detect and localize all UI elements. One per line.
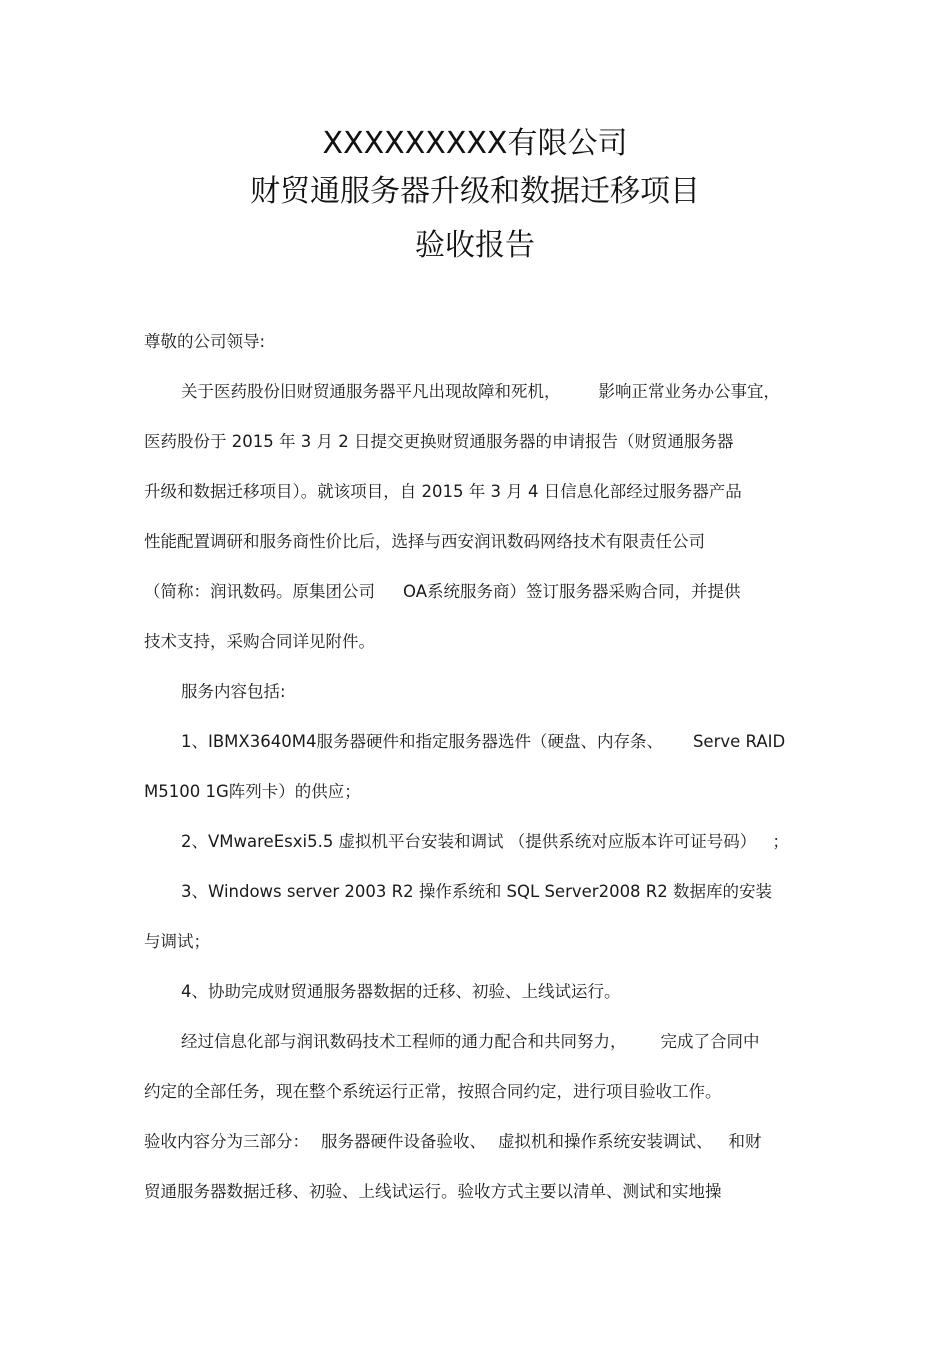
paragraph-4-line-1-part-d: 和财 (728, 1132, 762, 1151)
item-1-line-1 (181, 731, 785, 753)
salutation: 尊敬的公司领导: (144, 332, 266, 351)
item-3-line-1: 3、Windows server 2003 R2 操作系统和 SQL Server2008 R2 数据库的安装 (181, 882, 773, 901)
paragraph-4-line-1-part-b: 服务器硬件设备验收、 (321, 1132, 486, 1151)
item-2-part-b: ； (772, 832, 789, 851)
paragraph-4-line-1-part-a: 验收内容分为三部分： (144, 1132, 309, 1151)
item-1-line-1-part-a: 1、IBMX3640M4服务器硬件和指定服务器选件（硬盘、内存条、 (181, 732, 663, 751)
paragraph-1-line-6: 技术支持，采购合同详见附件。 (144, 632, 375, 651)
paragraph-3-line-2: 约定的全部任务，现在整个系统运行正常，按照合同约定，进行项目验收工作。 (144, 1082, 722, 1101)
paragraph-3-line-1-part-a: 经过信息化部与润讯数码技术工程师的通力配合和共同努力， (181, 1032, 627, 1051)
paragraph-3-line-1 (181, 1031, 760, 1053)
item-3-line-2: 与调试； (144, 932, 210, 951)
paragraph-4-line-1-part-c: 虚拟机和操作系统安装调试、 (498, 1132, 713, 1151)
paragraph-1-line-4: 性能配置调研和服务商性价比后，选择与西安润讯数码网络技术有限责任公司 (144, 532, 705, 551)
paragraph-1-line-5-part-a: （简称：润讯数码。原集团公司 (144, 582, 375, 601)
paragraph-1-line-2: 医药股份于 2015 年 3 月 2 日提交更换财贸通服务器的申请报告（财贸通服务器 (144, 432, 734, 451)
paragraph-1-line-1-part-b: 影响正常业务办公事宜， (598, 382, 780, 401)
service-content-heading: 服务内容包括: (181, 682, 286, 701)
report-title: 验收报告 (415, 228, 535, 263)
item-2 (181, 831, 789, 853)
paragraph-1-line-1-part-a: 关于医药股份旧财贸通服务器平凡出现故障和死机， (181, 382, 561, 401)
company-title: XXXXXXXXX有限公司 (322, 126, 628, 161)
paragraph-3-line-1-part-b: 完成了合同中 (660, 1032, 760, 1051)
paragraph-1-line-5 (144, 581, 741, 603)
paragraph-1-line-3: 升级和数据迁移项目）。就该项目，自 2015 年 3 月 4 日信息化部经过服务器产品 (144, 482, 742, 501)
item-1-line-2: M5100 1G阵列卡）的供应； (144, 782, 361, 801)
item-2-part-a: 2、VMwareEsxi5.5 虚拟机平台安装和调试 （提供系统对应版本许可证号码） (181, 832, 757, 851)
project-title: 财贸通服务器升级和数据迁移项目 (250, 174, 700, 209)
paragraph-4-line-1 (144, 1131, 762, 1153)
item-4: 4、协助完成财贸通服务器数据的迁移、初验、上线试运行。 (181, 982, 621, 1001)
item-1-line-1-part-b: Serve RAID (692, 732, 786, 751)
paragraph-4-line-2: 贸通服务器数据迁移、初验、上线试运行。验收方式主要以清单、测试和实地操 (144, 1182, 722, 1201)
paragraph-1-line-5-part-b: OA系统服务商）签订服务器采购合同，并提供 (403, 582, 741, 601)
paragraph-1-line-1 (181, 381, 780, 403)
